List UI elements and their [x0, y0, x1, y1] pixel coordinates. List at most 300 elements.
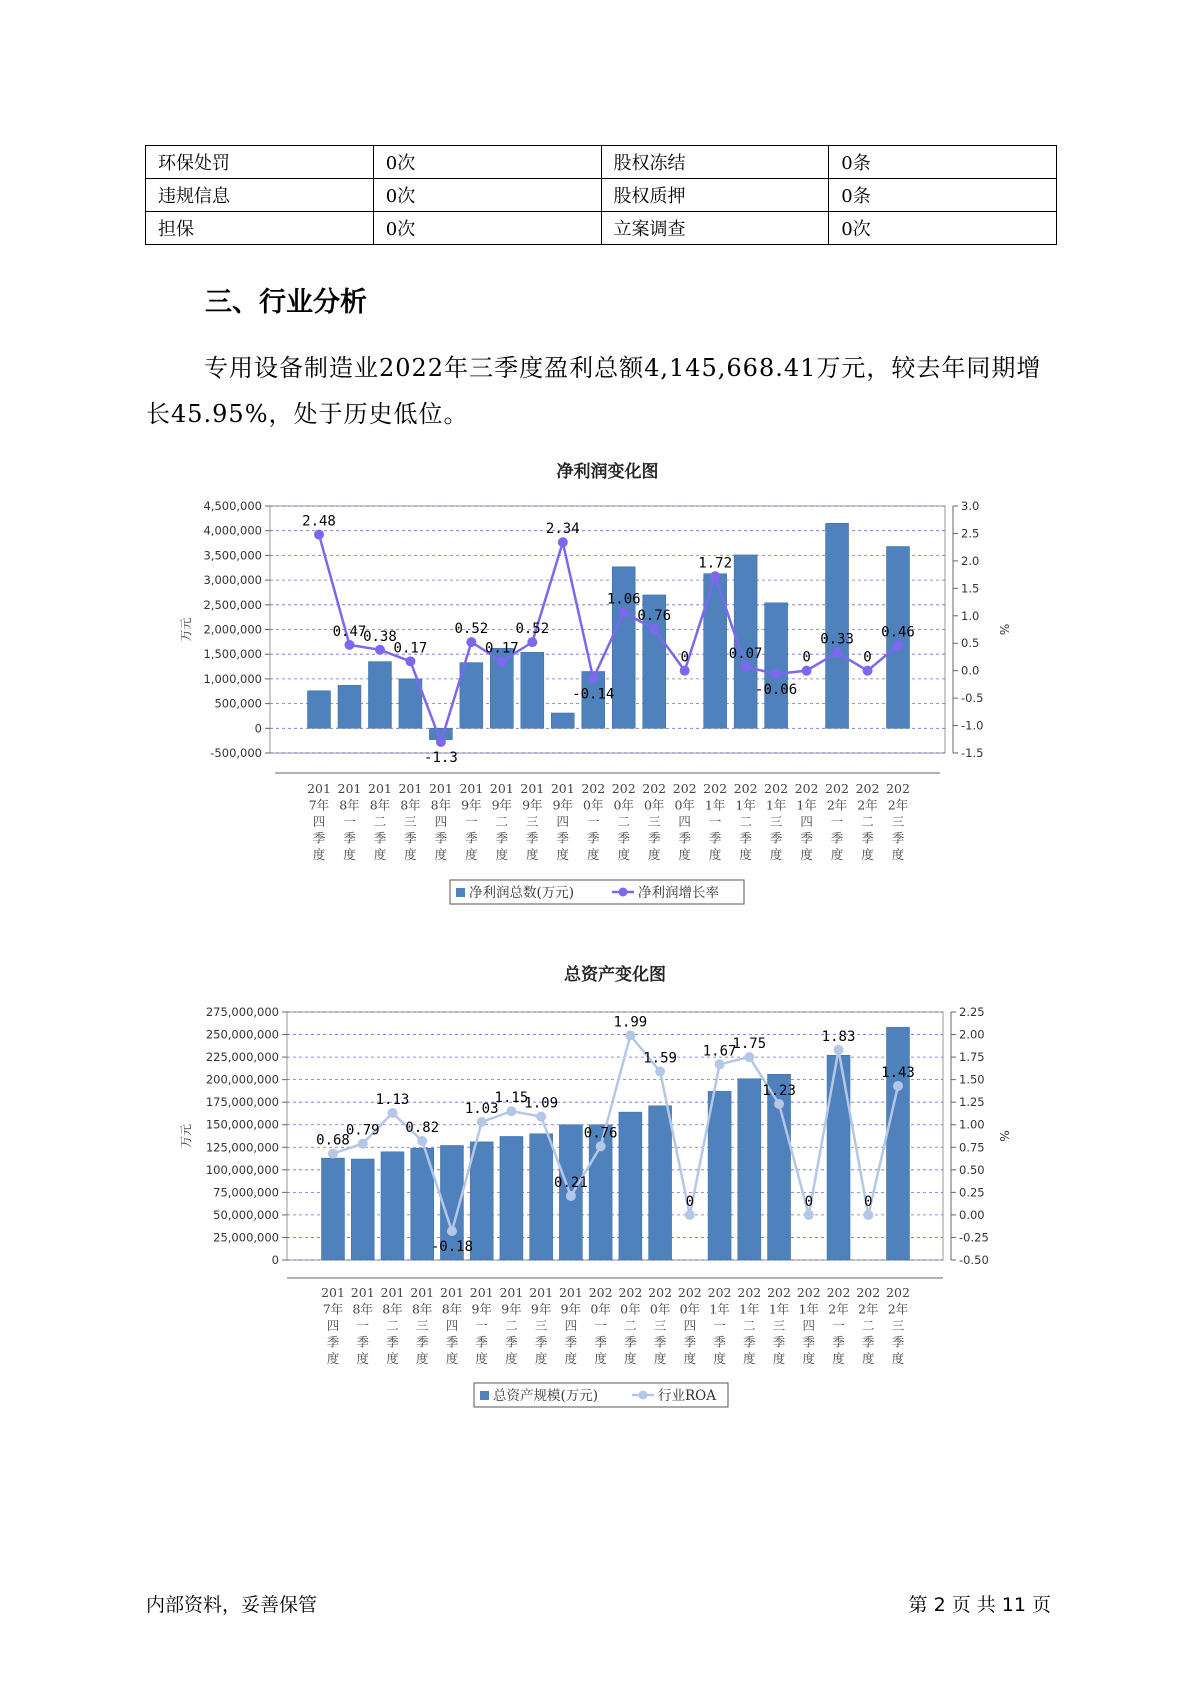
x-tick-label: 202 [707, 1285, 732, 1300]
data-label: 0.68 [316, 1132, 350, 1149]
x-tick-label: 0年 [674, 797, 695, 813]
x-tick-label: 度 [386, 1351, 399, 1366]
bar [368, 662, 391, 729]
x-tick-label: 202 [581, 781, 606, 796]
y2-tick-label: -1.5 [961, 746, 984, 760]
y-axis-label: 万元 [179, 617, 193, 642]
bar [500, 1136, 523, 1260]
x-tick-label: 202 [703, 781, 728, 796]
x-tick-label: 季 [861, 830, 874, 846]
x-tick-label: 度 [564, 1351, 578, 1366]
legend-label: 净利润总数(万元) [469, 885, 575, 901]
y2-tick-label: 1.0 [961, 608, 980, 623]
data-label: 1.03 [464, 1101, 499, 1118]
data-point [466, 637, 476, 647]
bar [351, 1159, 374, 1260]
y2-tick-label: 3.0 [961, 499, 980, 513]
y2-tick-label: 0.50 [959, 1162, 985, 1177]
data-point [863, 1210, 873, 1220]
data-label: 0.33 [820, 631, 854, 648]
x-tick-label: 202 [737, 1285, 762, 1300]
x-tick-label: 度 [415, 1351, 429, 1366]
y2-tick-label: 1.5 [961, 581, 980, 596]
bar [308, 691, 331, 729]
y2-tick-label: -0.50 [959, 1253, 989, 1267]
x-tick-label: 202 [588, 1285, 613, 1300]
x-tick-label: 三 [653, 1318, 667, 1333]
x-tick-label: 9年 [522, 797, 543, 813]
x-tick-label: 9年 [530, 1301, 552, 1317]
x-tick-label: 202 [618, 1285, 643, 1300]
y2-tick-label: 2.5 [961, 526, 980, 541]
bar [708, 1091, 731, 1260]
x-tick-label: 季 [356, 1334, 369, 1350]
table-row [146, 212, 1057, 245]
data-label: 0.47 [332, 623, 367, 640]
x-tick-label: 202 [886, 781, 910, 796]
data-point [436, 737, 446, 747]
x-tick-label: 季 [594, 1334, 607, 1350]
data-point [715, 1059, 725, 1069]
x-tick-label: 201 [321, 1285, 345, 1300]
x-tick-label: 2年 [826, 797, 848, 813]
bar [399, 679, 422, 728]
x-tick-label: 202 [764, 781, 789, 796]
x-tick-label: 一 [713, 1318, 726, 1333]
x-tick-label: 季 [800, 830, 813, 846]
x-tick-label: 度 [312, 847, 326, 862]
y2-tick-label: 0.0 [961, 663, 980, 678]
bar [649, 1106, 672, 1260]
legend-bar-swatch [456, 888, 465, 897]
x-tick-label: 一 [594, 1318, 607, 1333]
x-tick-label: 季 [556, 830, 570, 846]
data-point [328, 1149, 338, 1159]
table-row [146, 146, 1057, 179]
data-label: 0.76 [583, 1125, 618, 1142]
x-tick-label: 度 [594, 1351, 607, 1366]
x-tick-label: 度 [534, 1351, 548, 1366]
x-tick-label: 季 [587, 830, 600, 846]
x-tick-label: 季 [617, 830, 630, 846]
x-tick-label: 季 [772, 1334, 786, 1350]
y-tick-label: 500,000 [214, 696, 262, 711]
x-tick-label: 四 [800, 814, 813, 829]
data-label: 0 [864, 1193, 873, 1210]
y2-tick-label: 0.00 [959, 1207, 985, 1222]
data-label: 0 [804, 1193, 814, 1210]
x-tick-label: 8年 [411, 1301, 433, 1317]
x-tick-label: 202 [825, 781, 849, 796]
y-tick-label: 75,000,000 [213, 1185, 279, 1200]
x-tick-label: 201 [440, 1285, 464, 1300]
y-tick-label: 3,000,000 [203, 573, 262, 588]
data-point [680, 666, 690, 676]
x-tick-label: 202 [826, 1285, 851, 1300]
x-tick-label: 201 [410, 1285, 435, 1300]
x-tick-label: 201 [307, 781, 331, 796]
x-tick-label: 度 [861, 847, 874, 862]
data-label: 0.79 [345, 1122, 380, 1139]
data-point [741, 662, 751, 672]
x-tick-label: 202 [796, 1285, 821, 1300]
bar [887, 1027, 910, 1260]
y2-tick-label: 2.25 [959, 1005, 985, 1019]
data-label: 0 [685, 1193, 695, 1210]
x-tick-label: 度 [862, 1351, 875, 1366]
x-tick-label: 三 [891, 1318, 905, 1333]
y-tick-label: 150,000,000 [205, 1117, 279, 1132]
table-cell: 担保 [146, 212, 374, 245]
x-tick-label: 7年 [322, 1301, 344, 1317]
data-point [802, 666, 812, 676]
y2-tick-label: 0.25 [959, 1185, 985, 1200]
data-point [893, 640, 903, 650]
x-tick-label: 三 [891, 814, 905, 829]
x-tick-label: 1年 [768, 1301, 790, 1317]
x-tick-label: 季 [343, 830, 356, 846]
table-cell: 股权冻结 [601, 146, 829, 179]
x-tick-label: 7年 [308, 797, 330, 813]
x-tick-label: 201 [550, 781, 575, 796]
y-tick-label: 50,000,000 [213, 1207, 279, 1222]
x-tick-label: 度 [891, 1351, 905, 1366]
x-tick-label: 8年 [339, 797, 360, 813]
x-tick-label: 四 [683, 1318, 697, 1333]
x-tick-label: 202 [767, 1285, 791, 1300]
data-label: 0 [680, 649, 689, 666]
data-point [497, 656, 507, 666]
x-tick-label: 度 [505, 1351, 518, 1366]
x-tick-label: 度 [678, 847, 691, 862]
y2-tick-label: 1.00 [959, 1117, 985, 1132]
data-point [774, 1099, 784, 1109]
x-tick-label: 季 [830, 830, 844, 846]
x-tick-label: 度 [830, 847, 844, 862]
x-tick-label: 8年 [441, 1301, 463, 1317]
data-point [685, 1210, 695, 1220]
x-tick-label: 季 [891, 1334, 905, 1350]
x-tick-label: 季 [404, 830, 417, 846]
x-tick-label: 季 [647, 830, 661, 846]
x-tick-label: 季 [386, 1334, 399, 1350]
x-tick-label: 一 [475, 1318, 488, 1333]
x-tick-label: 9年 [471, 1301, 492, 1317]
x-tick-label: 202 [886, 1285, 910, 1300]
x-tick-label: 度 [647, 847, 661, 862]
x-tick-label: 度 [326, 1351, 340, 1366]
x-tick-label: 二 [739, 814, 752, 829]
x-tick-label: 8年 [369, 797, 391, 813]
x-tick-label: 季 [415, 1334, 429, 1350]
data-point [566, 1191, 576, 1201]
x-tick-label: 8年 [400, 797, 421, 813]
x-tick-label: 二 [505, 1318, 518, 1333]
x-tick-label: 四 [434, 814, 448, 829]
y-tick-label: 275,000,000 [205, 1005, 279, 1019]
x-tick-label: 二 [495, 814, 509, 829]
x-tick-label: 四 [326, 1318, 340, 1333]
x-tick-label: 201 [469, 1285, 494, 1300]
x-tick-label: 201 [459, 781, 484, 796]
data-point [596, 1141, 606, 1151]
x-tick-label: 季 [526, 830, 539, 846]
table-cell: 0条 [829, 146, 1057, 179]
y2-tick-label: -0.25 [959, 1230, 989, 1245]
data-point [744, 1052, 754, 1062]
x-tick-label: 度 [556, 847, 570, 862]
data-point [832, 648, 842, 658]
x-tick-label: 9年 [552, 797, 574, 813]
x-tick-label: 季 [683, 1334, 697, 1350]
y-tick-label: 125,000,000 [205, 1140, 279, 1155]
legend-label: 净利润增长率 [638, 885, 719, 901]
y-tick-label: 2,500,000 [203, 597, 262, 612]
x-tick-label: 一 [343, 814, 356, 829]
bar [765, 603, 788, 728]
y-tick-label: 200,000,000 [205, 1072, 279, 1087]
x-tick-label: 度 [404, 847, 417, 862]
x-tick-label: 0年 [583, 797, 604, 813]
data-label: 0.76 [637, 607, 672, 624]
data-point [619, 607, 629, 617]
x-tick-label: 二 [624, 1318, 637, 1333]
y-tick-label: 250,000,000 [205, 1027, 279, 1042]
x-tick-label: 8年 [430, 797, 452, 813]
x-tick-label: 201 [398, 781, 423, 796]
y2-tick-label: -1.0 [961, 718, 984, 733]
x-tick-label: 202 [672, 781, 697, 796]
bar [619, 1112, 642, 1260]
y2-tick-label: 0.5 [961, 636, 980, 651]
data-point [710, 571, 720, 581]
x-tick-label: 0年 [679, 1301, 701, 1317]
data-label: 1.99 [613, 1014, 648, 1031]
data-label: 1.83 [821, 1028, 856, 1045]
x-tick-label: 201 [428, 781, 453, 796]
x-tick-label: 季 [832, 1334, 845, 1350]
x-tick-label: 季 [465, 830, 478, 846]
total-assets-chart [0, 955, 1191, 1410]
x-tick-label: 季 [564, 1334, 578, 1350]
x-tick-label: 2年 [828, 1301, 849, 1317]
data-point [344, 640, 354, 650]
data-label: 1.06 [606, 591, 641, 608]
x-tick-label: 202 [642, 781, 667, 796]
x-tick-label: 度 [526, 847, 539, 862]
x-tick-label: 201 [350, 1285, 375, 1300]
risk-info-table [145, 145, 1057, 245]
bar [381, 1152, 404, 1260]
data-label: 0 [863, 649, 872, 666]
data-label: 2.34 [545, 521, 580, 538]
data-point [588, 673, 598, 683]
y2-axis-label: % [997, 623, 1011, 636]
data-point [417, 1136, 427, 1146]
data-point [804, 1210, 814, 1220]
data-label: -0.06 [755, 681, 798, 698]
x-tick-label: 一 [587, 814, 600, 829]
data-point [477, 1117, 487, 1127]
data-label: 0.07 [728, 645, 763, 662]
x-tick-label: 二 [373, 814, 387, 829]
x-tick-label: 度 [708, 847, 722, 862]
x-tick-label: 季 [445, 1334, 459, 1350]
y-tick-label: 1,500,000 [203, 647, 262, 662]
y-tick-label: 175,000,000 [205, 1095, 279, 1110]
x-tick-label: 8年 [382, 1301, 403, 1317]
data-label: 0.21 [554, 1174, 588, 1191]
x-tick-label: 201 [368, 781, 392, 796]
y-tick-label: 0 [254, 721, 262, 736]
data-point [558, 537, 568, 547]
data-point [506, 1106, 516, 1116]
data-label: 0.82 [405, 1119, 440, 1136]
x-tick-label: 三 [415, 1318, 429, 1333]
x-tick-label: 季 [713, 1334, 726, 1350]
data-label: 1.43 [881, 1064, 915, 1081]
x-tick-label: 季 [326, 1334, 340, 1350]
table-row [146, 179, 1057, 212]
x-tick-label: 9年 [491, 797, 513, 813]
data-point [771, 669, 781, 679]
data-point [834, 1045, 844, 1055]
y-tick-label: 1,000,000 [203, 671, 262, 686]
x-tick-label: 8年 [352, 1301, 373, 1317]
x-tick-label: 度 [800, 847, 813, 862]
x-tick-label: 四 [445, 1318, 459, 1333]
data-point [655, 1067, 665, 1077]
y-tick-label: -500,000 [210, 746, 262, 760]
x-tick-label: 一 [465, 814, 478, 829]
table-cell: 违规信息 [146, 179, 374, 212]
x-tick-label: 0年 [643, 797, 665, 813]
y2-axis-label: % [997, 1130, 1011, 1142]
legend-label: 行业ROA [658, 1388, 716, 1404]
x-tick-label: 季 [624, 1334, 637, 1350]
x-tick-label: 度 [769, 847, 783, 862]
x-tick-label: 度 [495, 847, 509, 862]
data-point [358, 1139, 368, 1149]
net-profit-chart [0, 455, 1191, 910]
data-label: -0.18 [430, 1239, 474, 1256]
data-label: 0.46 [881, 624, 915, 641]
x-tick-label: 度 [653, 1351, 667, 1366]
y2-tick-label: 1.75 [959, 1050, 985, 1065]
x-tick-label: 季 [678, 830, 691, 846]
x-tick-label: 三 [534, 1318, 548, 1333]
data-label: 1.15 [494, 1090, 529, 1107]
x-tick-label: 季 [891, 830, 905, 846]
data-label: -0.14 [572, 686, 615, 703]
data-label: 1.59 [643, 1050, 677, 1067]
x-tick-label: 三 [647, 814, 661, 829]
data-point [536, 1112, 546, 1122]
x-tick-label: 度 [434, 847, 448, 862]
x-tick-label: 二 [861, 814, 874, 829]
x-tick-label: 1年 [709, 1301, 730, 1317]
x-tick-label: 201 [520, 781, 545, 796]
x-tick-label: 2年 [857, 797, 878, 813]
bar [738, 1079, 761, 1260]
x-tick-label: 二 [862, 1318, 875, 1333]
x-tick-label: 202 [856, 1285, 881, 1300]
x-tick-label: 季 [653, 1334, 667, 1350]
x-tick-label: 度 [445, 1351, 459, 1366]
x-tick-label: 2年 [887, 1301, 909, 1317]
data-point [649, 624, 659, 634]
data-point [863, 666, 873, 676]
x-tick-label: 二 [743, 1318, 756, 1333]
table-cell: 环保处罚 [146, 146, 374, 179]
table-cell: 0次 [373, 212, 601, 245]
y-axis-label: 万元 [179, 1123, 193, 1149]
x-tick-label: 季 [475, 1334, 488, 1350]
x-tick-label: 202 [611, 781, 636, 796]
x-tick-label: 三 [769, 814, 783, 829]
y2-tick-label: -0.5 [961, 691, 984, 706]
bar [826, 523, 849, 728]
x-tick-label: 度 [587, 847, 600, 862]
bar [521, 652, 544, 728]
x-tick-label: 0年 [649, 1301, 671, 1317]
data-point [625, 1030, 635, 1040]
x-tick-label: 季 [534, 1334, 548, 1350]
x-tick-label: 201 [489, 781, 514, 796]
y2-tick-label: 1.25 [959, 1095, 985, 1110]
data-point [527, 637, 537, 647]
x-tick-label: 度 [802, 1351, 816, 1366]
section-title: 三、行业分析 [205, 287, 367, 318]
x-tick-label: 0年 [613, 797, 634, 813]
x-tick-label: 四 [556, 814, 570, 829]
data-label: 1.72 [698, 555, 733, 572]
footer-page-number: 第 2 页 共 11 页 [908, 1594, 1051, 1616]
x-tick-label: 季 [708, 830, 722, 846]
table-cell: 0条 [829, 179, 1057, 212]
x-tick-label: 0年 [590, 1301, 611, 1317]
data-point [387, 1108, 397, 1118]
bar [551, 713, 574, 728]
x-tick-label: 度 [624, 1351, 637, 1366]
x-tick-label: 1年 [735, 797, 756, 813]
data-label: 0.17 [393, 640, 428, 657]
x-tick-label: 季 [802, 1334, 816, 1350]
x-tick-label: 季 [312, 830, 326, 846]
data-label: 1.67 [702, 1043, 737, 1060]
legend-bar-swatch [480, 1391, 489, 1400]
legend-line-marker [619, 888, 628, 897]
bar [530, 1134, 553, 1260]
data-label: 0.38 [363, 628, 397, 645]
x-tick-label: 一 [832, 1318, 845, 1333]
x-tick-label: 202 [794, 781, 819, 796]
x-tick-label: 度 [475, 1351, 488, 1366]
x-tick-label: 季 [743, 1334, 756, 1350]
y-tick-label: 4,000,000 [203, 523, 262, 538]
x-tick-label: 季 [495, 830, 509, 846]
y2-tick-label: 1.50 [959, 1072, 985, 1087]
x-tick-label: 度 [617, 847, 630, 862]
x-tick-label: 201 [529, 1285, 554, 1300]
bar [470, 1142, 493, 1260]
x-tick-label: 季 [373, 830, 387, 846]
data-label: 0.52 [515, 621, 550, 638]
bar [322, 1158, 345, 1260]
x-tick-label: 202 [855, 781, 880, 796]
x-tick-label: 度 [832, 1351, 845, 1366]
x-tick-label: 二 [617, 814, 630, 829]
